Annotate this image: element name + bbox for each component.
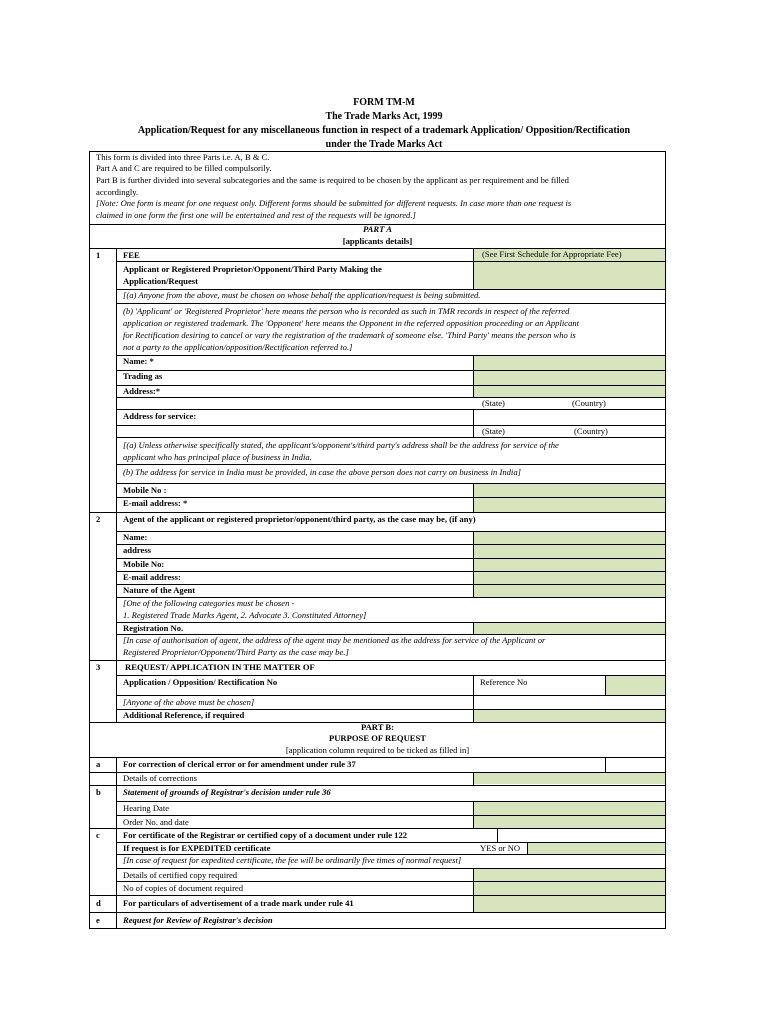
item-letter: a — [96, 759, 101, 769]
item-letter: c — [96, 830, 100, 840]
item-letter: e — [96, 915, 100, 925]
address-note-b: (b) The address for service in India must be provided, in case the above person does not carry on business in India] — [123, 467, 521, 477]
trading-as-field[interactable] — [474, 371, 665, 385]
agent-email-label: E-mail address: — [123, 572, 181, 582]
state-label: (State) — [482, 398, 505, 408]
address-for-service-label: Address for service: — [123, 411, 197, 421]
expedited-yes-no-field[interactable] — [528, 843, 665, 854]
country-label: (Country) — [574, 426, 608, 436]
hearing-date-field[interactable] — [474, 802, 665, 815]
state-label: (State) — [482, 426, 505, 436]
act-title: The Trade Marks Act, 1999 — [325, 111, 443, 122]
agent-nature-label: Nature of the Agent — [123, 585, 196, 595]
yes-no-label: YES or NO — [480, 843, 521, 853]
request-heading: REQUEST/ APPLICATION IN THE MATTER OF — [125, 662, 315, 672]
order-no-date-field[interactable] — [474, 816, 665, 828]
advertisement-particulars-field[interactable] — [474, 896, 665, 912]
agent-address-label: address — [123, 545, 152, 555]
registration-no-field[interactable] — [474, 623, 665, 634]
agent-authorisation-note: Registered Proprietor/Opponent/Third Party as the case may be.] — [123, 647, 349, 657]
agent-name-label: Name: — [123, 532, 148, 542]
fee-label: FEE — [123, 250, 140, 260]
applicant-label: Application/Request — [123, 276, 198, 286]
applicant-type-field[interactable] — [474, 262, 665, 289]
app-opp-rect-label: Application / Opposition/ Rectification No — [123, 677, 278, 687]
email-label: E-mail address: * — [123, 498, 188, 508]
agent-mobile-field[interactable] — [474, 559, 665, 571]
intro-note: claimed in one form the first one will be entertained and rest of the requests will be ignored.] — [96, 210, 416, 220]
reference-no-label: Reference No — [480, 677, 528, 687]
reference-no-field[interactable] — [606, 676, 665, 695]
form-title-line-1: Application/Request for any miscellaneous function in respect of a trademark Application/ Opposition/Rectification — [137, 125, 631, 136]
certified-copy-details-label: Details of certified copy required — [123, 870, 238, 880]
certified-copy-details-field[interactable] — [474, 869, 665, 881]
mobile-field[interactable] — [474, 484, 665, 497]
part-b-subtitle: PURPOSE OF REQUEST — [328, 733, 427, 743]
item-e-label: Request for Review of Registrar's decision — [123, 915, 273, 925]
intro-note: [Note: One form is meant for one request only. Different forms should be submitted for different requests. In case more than one request is — [96, 198, 572, 208]
email-field[interactable] — [474, 498, 665, 512]
trading-as-label: Trading as — [123, 371, 163, 381]
item-a-label: For correction of clerical error or for amendment under rule 37 — [123, 759, 356, 769]
address-field[interactable] — [474, 386, 665, 397]
expedited-fee-note: [In case of request for expedited certificate, the fee will be ordinarily five times of normal request] — [123, 855, 462, 865]
order-no-date-label: Order No. and date — [123, 817, 189, 827]
applicant-label: Applicant or Registered Proprietor/Opponent/Third Party Making the — [123, 264, 382, 274]
agent-name-field[interactable] — [474, 532, 665, 544]
item-c-label: For certificate of the Registrar or certified copy of a document under rule 122 — [123, 830, 408, 840]
note-applicant-b: not a party to the application/opposition/Rectification referred to.] — [123, 342, 353, 352]
address-note-a: applicant who has principal place of business in India. — [123, 452, 312, 462]
agent-email-field[interactable] — [474, 572, 665, 584]
registration-no-label: Registration No. — [123, 623, 184, 633]
anyone-note: [Anyone of the above must be chosen] — [123, 697, 255, 707]
part-a-subtitle: [applicants details] — [342, 236, 413, 246]
copies-count-field[interactable] — [474, 882, 665, 895]
item-letter: d — [96, 898, 101, 908]
note-applicant-b: (b) 'Applicant' or 'Registered Proprietor' here means the person who is recorded as such in TMR records in respect of the referred — [123, 306, 570, 316]
intro-line: This form is divided into three Parts i.e. A, B & C. — [96, 152, 270, 162]
item-letter: b — [96, 787, 101, 797]
mobile-label: Mobile No : — [123, 485, 167, 495]
section-number: 1 — [96, 250, 101, 260]
agent-address-field[interactable] — [474, 545, 665, 558]
intro-line: Part B is further divided into several subcategories and the same is required to be chosen by the applicant as per requirement and be filled — [96, 175, 569, 185]
agent-authorisation-note: [In case of authorisation of agent, the address of the agent may be mentioned as the address for service of the Applicant or — [123, 635, 546, 645]
agent-category-note: 1. Registered Trade Marks Agent, 2. Advocate 3. Constituted Attorney] — [123, 610, 367, 620]
section-number: 2 — [96, 514, 101, 524]
address-label: Address:* — [123, 386, 161, 396]
hearing-date-label: Hearing Date — [123, 803, 170, 813]
form-title-line-2: under the Trade Marks Act — [325, 139, 443, 150]
corrections-details-label: Details of corrections — [123, 773, 197, 783]
additional-reference-label: Additional Reference, if required — [123, 710, 245, 720]
section-number: 3 — [96, 662, 101, 672]
intro-line: Part A and C are required to be filled compulsorily. — [96, 163, 272, 173]
additional-reference-field[interactable] — [474, 710, 665, 722]
agent-category-note: [One of the following categories must be chosen - — [123, 598, 295, 608]
agent-nature-field[interactable] — [474, 585, 665, 597]
agent-heading: Agent of the applicant or registered proprietor/opponent/third party, as the case may be, (if any) — [123, 514, 476, 524]
corrections-details-field[interactable] — [474, 773, 665, 784]
item-b-label: Statement of grounds of Registrar's decision under rule 36 — [123, 787, 331, 797]
expedited-label: If request is for EXPEDITED certificate — [123, 843, 271, 853]
form-number: FORM TM-M — [353, 97, 415, 108]
item-d-label: For particulars of advertisement of a trade mark under rule 41 — [123, 898, 354, 908]
agent-mobile-label: Mobile No: — [123, 559, 165, 569]
note-applicant-a: [(a) Anyone from the above, must be chosen on whose behalf the application/request is being submitted. — [123, 290, 481, 300]
note-applicant-b: for Rectification desiring to cancel or vary the registration of the trademark of someone else. 'Third Party' means the person who is — [123, 330, 576, 340]
part-b-instruction: [application column required to be ticked as filled in] — [285, 745, 470, 755]
part-a-title: PART A — [363, 224, 392, 234]
name-label: Name: * — [123, 356, 154, 366]
fee-note: (See First Schedule for Appropriate Fee) — [482, 249, 622, 259]
note-applicant-b: application or registered trademark. The 'Opponent' here means the Opponent in the referred opposition proceeding or an Applicant — [123, 318, 580, 328]
country-label: (Country) — [572, 398, 606, 408]
intro-line: accordingly. — [96, 187, 139, 197]
part-b-title: PART B: — [360, 722, 395, 732]
copies-count-label: No of copies of document required — [123, 883, 244, 893]
name-field[interactable] — [474, 356, 665, 370]
address-note-a: [(a) Unless otherwise specifically stated, the applicant's/opponent's/third party's address shall be the address for service of the — [123, 440, 559, 450]
